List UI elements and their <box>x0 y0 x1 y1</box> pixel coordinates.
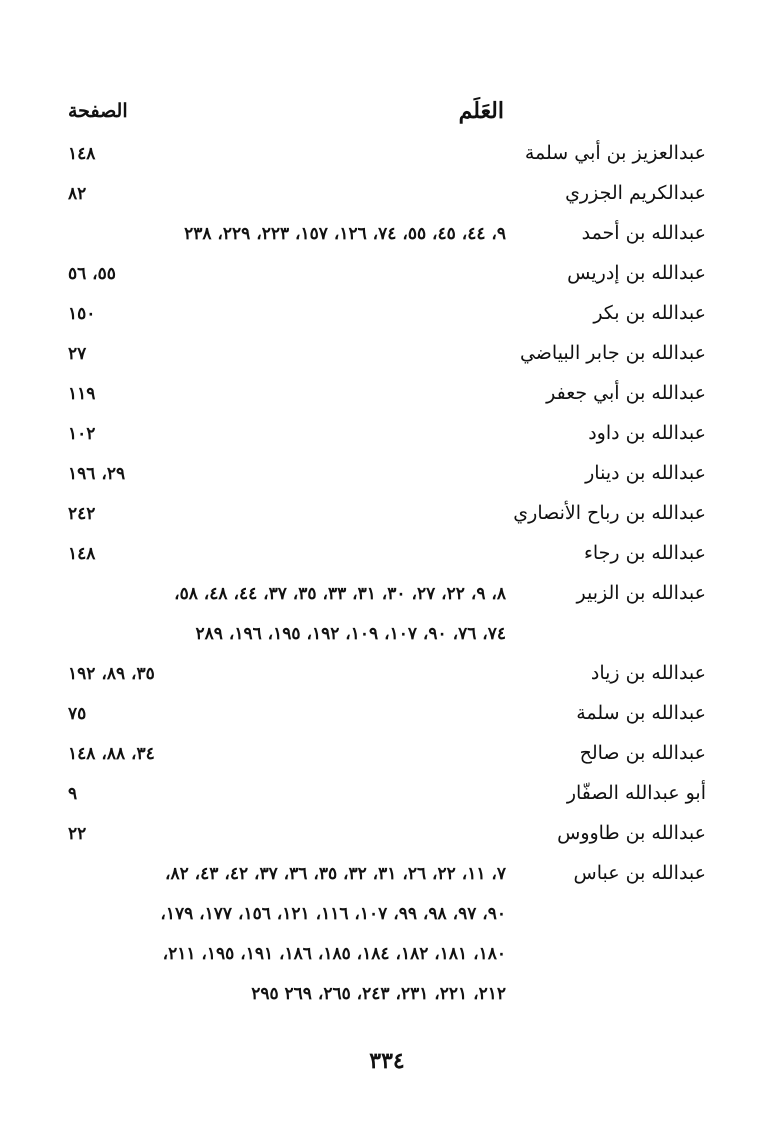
index-entry <box>60 338 706 378</box>
entry-pages: ١١٩ <box>68 384 96 404</box>
index-entry <box>60 298 706 338</box>
page-number: ٣٣٤ <box>369 1048 405 1074</box>
entry-name: عبدالله بن أبي جعفر <box>546 382 706 404</box>
entry-name: عبدالله بن سلمة <box>576 702 706 724</box>
index-entry <box>60 738 706 778</box>
entry-name: عبدالله بن طاووس <box>557 822 706 844</box>
entry-name: أبو عبدالله الصفّار <box>566 782 706 804</box>
index-entry-continuation <box>60 938 706 978</box>
entry-pages: ٢١٢، ٢٢١، ٢٣١، ٢٤٣، ٢٦٥، ٢٦٩ ٢٩٥ <box>251 984 506 1004</box>
entry-pages: ٢٩، ١٩٦ <box>68 464 126 484</box>
entry-pages: ٣٤، ٨٨، ١٤٨ <box>68 744 155 764</box>
entry-name: عبدالله بن صالح <box>579 742 706 764</box>
entry-name: عبدالله بن عباس <box>573 862 706 884</box>
entry-pages: ٢٤٢ <box>68 504 96 524</box>
entry-pages: ١٥٠ <box>68 304 96 324</box>
entry-pages: ١٤٨ <box>68 144 96 164</box>
entry-name: عبدالله بن إدريس <box>567 262 706 284</box>
index-entry <box>60 698 706 738</box>
entry-pages: ١٨٠، ١٨١، ١٨٢، ١٨٤، ١٨٥، ١٨٦، ١٩١، ١٩٥، ٢١١، <box>162 944 506 964</box>
entry-name: عبدالله بن زياد <box>590 662 706 684</box>
entry-pages: ٢٢ <box>68 824 87 844</box>
entry-pages: ٥٥، ٥٦ <box>68 264 116 284</box>
entry-pages: ٣٥، ٨٩، ١٩٢ <box>68 664 155 684</box>
index-entry <box>60 418 706 458</box>
entry-name: عبدالله بن رجاء <box>583 542 706 564</box>
index-header <box>60 98 714 132</box>
index-entry <box>60 778 706 818</box>
entry-pages: ٩ <box>68 784 78 804</box>
entry-name: عبدالعزيز بن أبي سلمة <box>524 142 706 164</box>
entry-name: عبدالله بن أحمد <box>581 222 706 244</box>
index-entry-continuation <box>60 618 706 658</box>
index-entry <box>60 138 706 178</box>
index-entry <box>60 578 706 618</box>
entry-pages: ٩٠، ٩٧، ٩٨، ٩٩، ١٠٧، ١١٦، ١٢١، ١٥٦، ١٧٧، ١٧٩، <box>160 904 506 924</box>
entry-pages: ٧٤، ٧٦، ٩٠، ١٠٧، ١٠٩، ١٩٢، ١٩٥، ١٩٦، ٢٨٩ <box>195 624 506 644</box>
entry-name: عبدالله بن داود <box>588 422 706 444</box>
index-entry-continuation <box>60 898 706 938</box>
entry-name: عبدالله بن الزبير <box>576 582 706 604</box>
entry-name: عبدالله بن رباح الأنصاري <box>513 502 706 524</box>
index-entry <box>60 858 706 898</box>
index-entry <box>60 538 706 578</box>
entry-name: عبدالكريم الجزري <box>565 182 706 204</box>
index-entry <box>60 458 706 498</box>
index-entries <box>60 138 706 1018</box>
entry-pages: ٧٥ <box>68 704 87 724</box>
index-entry-continuation <box>60 978 706 1018</box>
entry-pages: ٢٧ <box>68 344 87 364</box>
name-column-heading: العَلَم <box>458 98 504 124</box>
entry-pages: ٨٢ <box>68 184 87 204</box>
index-entry <box>60 658 706 698</box>
entry-pages: ١٤٨ <box>68 544 96 564</box>
entry-pages: ٨، ٩، ٢٢، ٢٧، ٣٠، ٣١، ٣٣، ٣٥، ٣٧، ٤٤، ٤٨، ٥٨، <box>174 584 506 604</box>
index-entry <box>60 498 706 538</box>
index-entry <box>60 178 706 218</box>
entry-pages: ١٠٢ <box>68 424 96 444</box>
index-entry <box>60 258 706 298</box>
entry-pages: ٧، ١١، ٢٢، ٢٦، ٣١، ٣٢، ٣٥، ٣٦، ٣٧، ٤٢، ٤٣، ٨٢، <box>164 864 506 884</box>
entry-name: عبدالله بن بكر <box>593 302 706 324</box>
index-entry <box>60 218 706 258</box>
entry-pages: ٩، ٤٤، ٤٥، ٥٥، ٧٤، ١٢٦، ١٥٧، ٢٢٣، ٢٢٩، ٢٣٨ <box>184 224 506 244</box>
entry-name: عبدالله بن دينار <box>585 462 706 484</box>
page-column-heading: الصفحة <box>68 100 128 122</box>
entry-name: عبدالله بن جابر البياضي <box>519 342 706 364</box>
index-entry <box>60 818 706 858</box>
index-entry <box>60 378 706 418</box>
